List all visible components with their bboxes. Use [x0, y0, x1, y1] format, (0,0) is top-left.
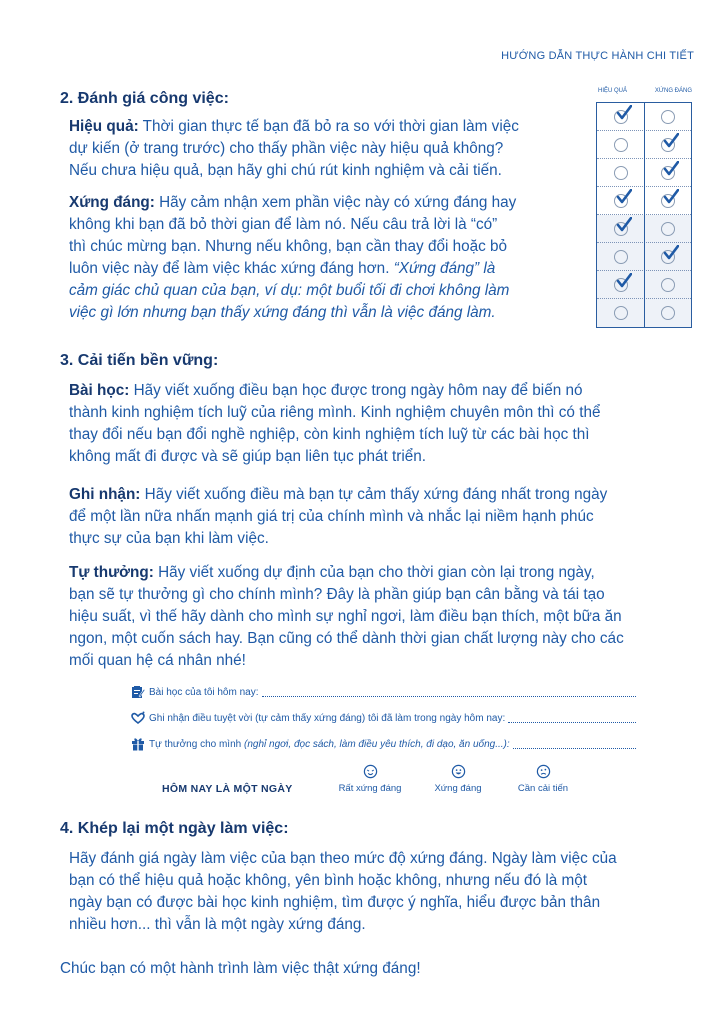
page-header-title: HƯỚNG DẪN THỰC HÀNH CHI TIẾT	[501, 50, 694, 62]
table-row	[597, 159, 691, 187]
text-line: Hãy viết xuống điều bạn học được trong ngày hôm nay để biến nó	[133, 382, 583, 399]
checkbox-hieu-qua[interactable]	[597, 159, 644, 186]
table-row	[597, 271, 691, 299]
circle-checkbox-icon	[614, 250, 628, 264]
circle-checkbox-icon	[661, 250, 675, 264]
table-row	[597, 187, 691, 215]
circle-checkbox-icon	[614, 166, 628, 180]
ghi-nhan-paragraph	[69, 484, 689, 550]
rating-option-needs-improvement[interactable]	[503, 764, 583, 794]
needs-improvement-face-icon	[536, 764, 551, 779]
text-line: Hãy cảm nhận xem phần việc này có xứng đáng hay	[159, 194, 517, 211]
checkbox-hieu-qua[interactable]	[597, 271, 644, 298]
rating-option-worthy[interactable]	[418, 764, 498, 794]
checkmark-icon	[616, 217, 632, 233]
table-row	[597, 215, 691, 243]
checkmark-icon	[663, 189, 679, 205]
checkmark-icon	[616, 105, 632, 121]
recognition-dotted-line[interactable]	[508, 714, 636, 723]
checkbox-hieu-qua[interactable]	[597, 299, 644, 327]
rating-text: Rất xứng đáng	[338, 783, 402, 794]
lesson-dotted-line[interactable]	[262, 688, 636, 697]
table-row	[597, 131, 691, 159]
very-worthy-face-icon	[363, 764, 378, 779]
checkbox-xung-dang[interactable]	[644, 271, 691, 298]
worthy-face-icon	[451, 764, 466, 779]
reward-label: Tự thưởng cho mình	[149, 738, 242, 750]
gift-icon	[131, 737, 145, 751]
heart-sparkle-icon	[131, 711, 145, 725]
text-line: ngon, một cuốn sách hay. Bạn cũng có thể dành thời gian chất lượng này cho các	[69, 630, 624, 647]
notepad-pen-icon	[131, 685, 145, 699]
column-header-xung-dang: XỨNG ĐÁNG	[654, 88, 692, 94]
text-line: Hãy đánh giá ngày làm việc của bạn theo mức độ xứng đáng. Ngày làm việc của	[69, 850, 617, 867]
text-line: không khi bạn đã bỏ thời gian để làm nó. Nếu câu trả lời là “có”	[69, 216, 498, 233]
rating-text: Xứng đáng	[434, 783, 482, 794]
column-header-hieu-qua: HIỆU QUẢ	[598, 88, 628, 94]
checkmark-icon	[616, 273, 632, 289]
italic-text: cảm giác chủ quan của bạn, ví dụ: một buổi tối đi chơi không làm	[69, 282, 510, 299]
tu-thuong-label: Tự thưởng:	[69, 564, 154, 581]
text-line: bạn sẽ tự thưởng gì cho chính mình? Đây là phần giúp bạn cân bằng và tái tạo	[69, 586, 605, 603]
lesson-entry-line[interactable]	[131, 685, 636, 699]
checkbox-xung-dang[interactable]	[644, 103, 691, 130]
text-line: Hãy viết xuống điều mà bạn tự cảm thấy xứng đáng nhất trong ngày	[144, 486, 608, 503]
circle-checkbox-icon	[661, 222, 675, 236]
rating-label: HÔM NAY LÀ MỘT NGÀY	[162, 783, 293, 795]
checkbox-xung-dang[interactable]	[644, 243, 691, 270]
bai-hoc-paragraph	[69, 380, 689, 468]
hieu-qua-paragraph	[69, 116, 569, 182]
checkmark-icon	[663, 245, 679, 261]
checkbox-hieu-qua[interactable]	[597, 243, 644, 270]
text-line: hiệu suất, vì thế hãy dành cho mình sự nghỉ ngơi, làm điều bạn thích, một bữa ăn	[69, 608, 622, 625]
closing-line: Chúc bạn có một hành trình làm việc thật xứng đáng!	[60, 960, 421, 977]
table-row	[597, 243, 691, 271]
text-line: không mất đi được và sẽ giúp bạn liên tục phát triển.	[69, 448, 427, 465]
text-line: ngày bạn có được bài học kinh nghiệm, tìm được ý nghĩa, hiểu được bản thân	[69, 894, 601, 911]
text-line: Thời gian thực tế bạn đã bỏ ra so với thời gian làm việc	[142, 118, 519, 135]
recognition-label: Ghi nhận điều tuyệt vời (tự cảm thấy xứng đáng) tôi đã làm trong ngày hôm nay:	[149, 712, 506, 724]
italic-text: việc gì lớn nhưng bạn thấy xứng đáng thì vẫn là việc đáng làm.	[69, 304, 496, 321]
italic-text: “Xứng đáng” là	[393, 260, 496, 277]
reward-hint: (nghỉ ngơi, đọc sách, làm điều yêu thích, đi dạo, ăn uống...):	[244, 738, 510, 750]
table-row	[597, 103, 691, 131]
checkmark-icon	[663, 133, 679, 149]
evaluation-table	[596, 102, 692, 328]
section-3-heading: 3. Cải tiến bền vững:	[60, 352, 219, 369]
text-line: nhiều hơn... thì vẫn là một ngày xứng đáng.	[69, 916, 366, 933]
circle-checkbox-icon	[614, 306, 628, 320]
circle-checkbox-icon	[614, 194, 628, 208]
reward-entry-line[interactable]	[131, 737, 636, 751]
ghi-nhan-label: Ghi nhận:	[69, 486, 141, 503]
circle-checkbox-icon	[614, 110, 628, 124]
checkmark-icon	[663, 161, 679, 177]
circle-checkbox-icon	[661, 194, 675, 208]
section-4-heading: 4. Khép lại một ngày làm việc:	[60, 820, 289, 837]
table-row	[597, 299, 691, 327]
checkbox-xung-dang[interactable]	[644, 215, 691, 242]
circle-checkbox-icon	[614, 278, 628, 292]
checkbox-xung-dang[interactable]	[644, 187, 691, 214]
bai-hoc-label: Bài học:	[69, 382, 130, 399]
checkbox-xung-dang[interactable]	[644, 131, 691, 158]
section-2-heading: 2. Đánh giá công việc:	[60, 90, 229, 107]
recognition-entry-line[interactable]	[131, 711, 636, 725]
text-line: thì chúc mừng bạn. Nhưng nếu không, bạn cần thay đổi hoặc bỏ	[69, 238, 508, 255]
circle-checkbox-icon	[614, 138, 628, 152]
text-line: mối quan hệ cá nhân nhé!	[69, 652, 246, 669]
checkbox-hieu-qua[interactable]	[597, 215, 644, 242]
rating-option-very-worthy[interactable]	[330, 764, 410, 794]
text-line: Nếu chưa hiệu quả, bạn hãy ghi chú rút kinh nghiệm và cải tiến.	[69, 162, 502, 179]
hieu-qua-label: Hiệu quả:	[69, 118, 139, 135]
xung-dang-paragraph	[69, 192, 569, 324]
tu-thuong-paragraph	[69, 562, 689, 672]
text-line: dự kiến (ở trang trước) cho thấy phần việc này hiệu quả không?	[69, 140, 504, 157]
circle-checkbox-icon	[661, 110, 675, 124]
circle-checkbox-icon	[661, 278, 675, 292]
circle-checkbox-icon	[661, 138, 675, 152]
xung-dang-label: Xứng đáng:	[69, 194, 155, 211]
rating-text: Cần cải tiến	[517, 783, 569, 794]
checkbox-xung-dang[interactable]	[644, 159, 691, 186]
lesson-label: Bài học của tôi hôm nay:	[149, 686, 259, 698]
checkbox-xung-dang[interactable]	[644, 299, 691, 327]
checkmark-icon	[616, 189, 632, 205]
checkbox-hieu-qua[interactable]	[597, 103, 644, 130]
circle-checkbox-icon	[661, 166, 675, 180]
circle-checkbox-icon	[614, 222, 628, 236]
text-line: để một lần nữa nhấn mạnh giá trị của chính mình và nhắc lại niềm hạnh phúc	[69, 508, 594, 525]
text-line: thực sự của bạn khi làm việc.	[69, 530, 269, 547]
text-line: bạn có thể hiệu quả hoặc không, yên bình hoặc không, nhưng nếu đó là một	[69, 872, 587, 889]
evaluation-table-header	[598, 88, 692, 94]
reward-dotted-line[interactable]	[513, 740, 636, 749]
text-line: thay đổi nếu bạn đổi nghề nghiệp, còn kinh nghiệm tích luỹ từ các bài học thì	[69, 426, 590, 443]
section-4-paragraph	[69, 848, 689, 936]
circle-checkbox-icon	[661, 306, 675, 320]
text-line: thành kinh nghiệm tích luỹ của riêng mình. Kinh nghiệm chuyên môn thì có thể	[69, 404, 601, 421]
checkbox-hieu-qua[interactable]	[597, 131, 644, 158]
text-line: Hãy viết xuống dự định của bạn cho thời gian còn lại trong ngày,	[158, 564, 595, 581]
text-line: luôn việc này để làm việc khác xứng đáng hơn.	[69, 260, 390, 277]
checkbox-hieu-qua[interactable]	[597, 187, 644, 214]
